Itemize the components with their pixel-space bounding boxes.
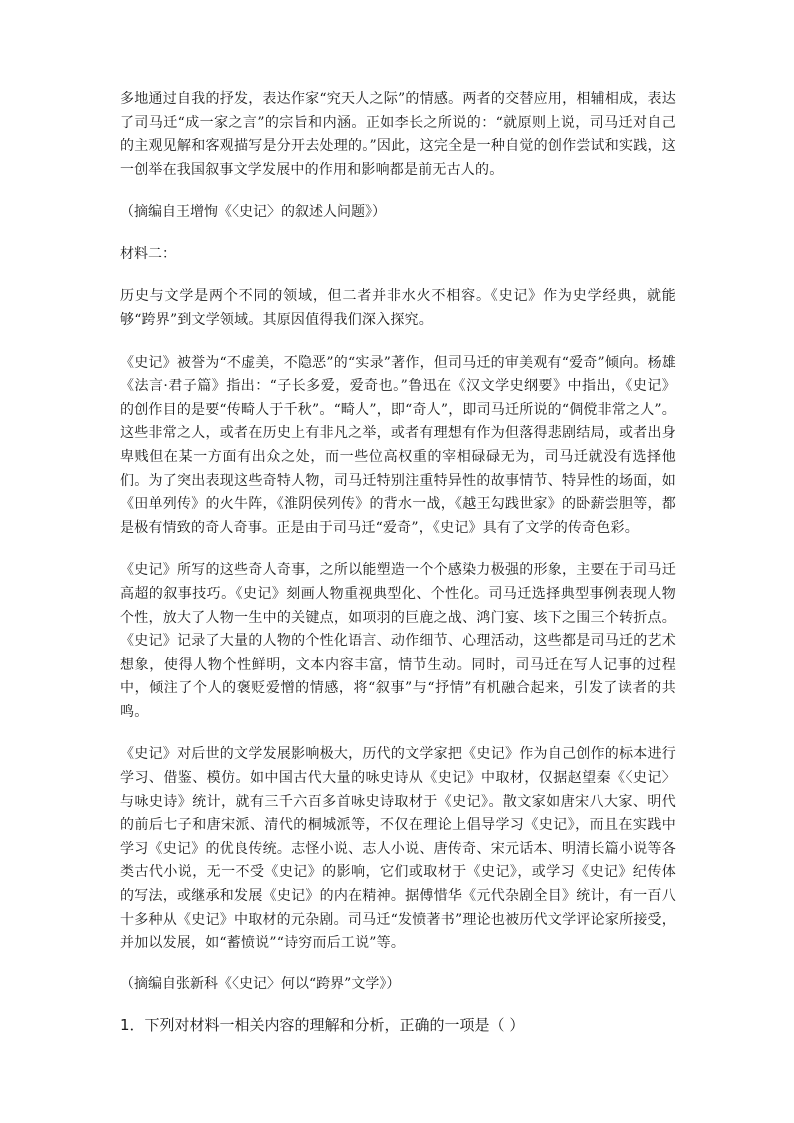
paragraph-influence-on-later-literature: 《史记》对后世的文学发展影响极大，历代的文学家把《史记》作为自己创作的标本进行学习、借鉴、模仿。如中国古代大量的咏史诗从《史记》中取材，仅据赵望秦《〈史记〉与咏史诗》统计，就有三千六百多首咏史诗取材于《史记》。散文家如唐宋八大家、明代的前后七子和唐宋派、清代的桐城派等，不仅在理论上倡导学习《史记》，而且在实践中学习《史记》的优良传统。志怪小说、志人小说、唐传奇、宋元话本、明清长篇小说等各类古代小说，无一不受《史记》的影响，它们或取材于《史记》，或学习《史记》纪传体的写法，或继承和发展《史记》的内在精神。据傅惜华《元代杂剧全目》统计，有一百八十多种从《史记》中取材的元杂剧。司马迁“发愤著书”理论也被历代文学评论家所接受，并加以发展，如“蓄愤说”“诗穷而后工说”等。 bbox=[120, 746, 676, 952]
paragraph-love-of-the-extraordinary: 《史记》被誉为“不虚美，不隐恶”的“实录”著作，但司马迁的审美观有“爱奇”倾向。杨雄《法言·君子篇》指出：“子长多爱，爱奇也。”鲁迅在《汉文学史纲要》中指出，《史记》的创作目的是要“传畸人于千秋”。“畸人”，即“奇人”，即司马迁所说的“倜傥非常之人”。这些非常之人，或者在历史上有非凡之举，或者有理想有作为但落得悲剧结局，或者出身卑贱但在某一方面有出众之处，而一些位高权重的宰相碌碌无为，司马迁就没有选择他们。为了突出表现这些奇特人物，司马迁特别注重特异性的故事情节、特异性的场面，如《田单列传》的火牛阵，《淮阴侯列传》的背水一战，《越王勾践世家》的卧薪尝胆等，都是极有情致的奇人奇事。正是由于司马迁“爱奇”，《史记》具有了文学的传奇色彩。 bbox=[120, 354, 676, 536]
section-heading-material-two: 材料二： bbox=[120, 246, 176, 263]
source-citation-two: （摘编自张新科《〈史记〉何以“跨界”文学》） bbox=[120, 975, 401, 992]
document-page bbox=[120, 88, 676, 1037]
question-one: 1．下列对材料一相关内容的理解和分析，正确的一项是（ ） bbox=[120, 1015, 525, 1034]
paragraph-history-and-literature: 历史与文学是两个不同的领域，但二者并非水火不相容。《史记》作为史学经典，就能够“跨界”到文学领域。其原因值得我们深入探究。 bbox=[120, 288, 676, 328]
paragraph-narrative-technique: 《史记》所写的这些奇人奇事，之所以能塑造一个个感染力极强的形象，主要在于司马迁高超的叙事技巧。《史记》刻画人物重视典型化、个性化。司马迁选择典型事例表现人物个性，放大了人物一生中的关键点，如项羽的巨鹿之战、鸿门宴、垓下之围三个转折点。《史记》记录了大量的人物的个性化语言、动作细节、心理活动，这些都是司马迁的艺术想象，使得人物个性鲜明，文本内容丰富，情节生动。同时，司马迁在写人记事的过程中，倾注了个人的褒贬爱憎的情感，将“叙事”与“抒情”有机融合起来，引发了读者的共鸣。 bbox=[120, 562, 676, 720]
source-citation-one: （摘编自王增恂《〈史记〉的叙述人问题》） bbox=[120, 204, 386, 221]
paragraph-material-one-ending: 多地通过自我的抒发，表达作家“究天人之际”的情感。两者的交替应用，相辅相成，表达了司马迁“成一家之言”的宗旨和内涵。正如李长之所说的：“就原则上说，司马迁对自己的主观见解和客观描写是分开去处理的。”因此，这完全是一种自觉的创作尝试和实践，这一创举在我国叙事文学发展中的作用和影响都是前无古人的。 bbox=[120, 91, 676, 178]
